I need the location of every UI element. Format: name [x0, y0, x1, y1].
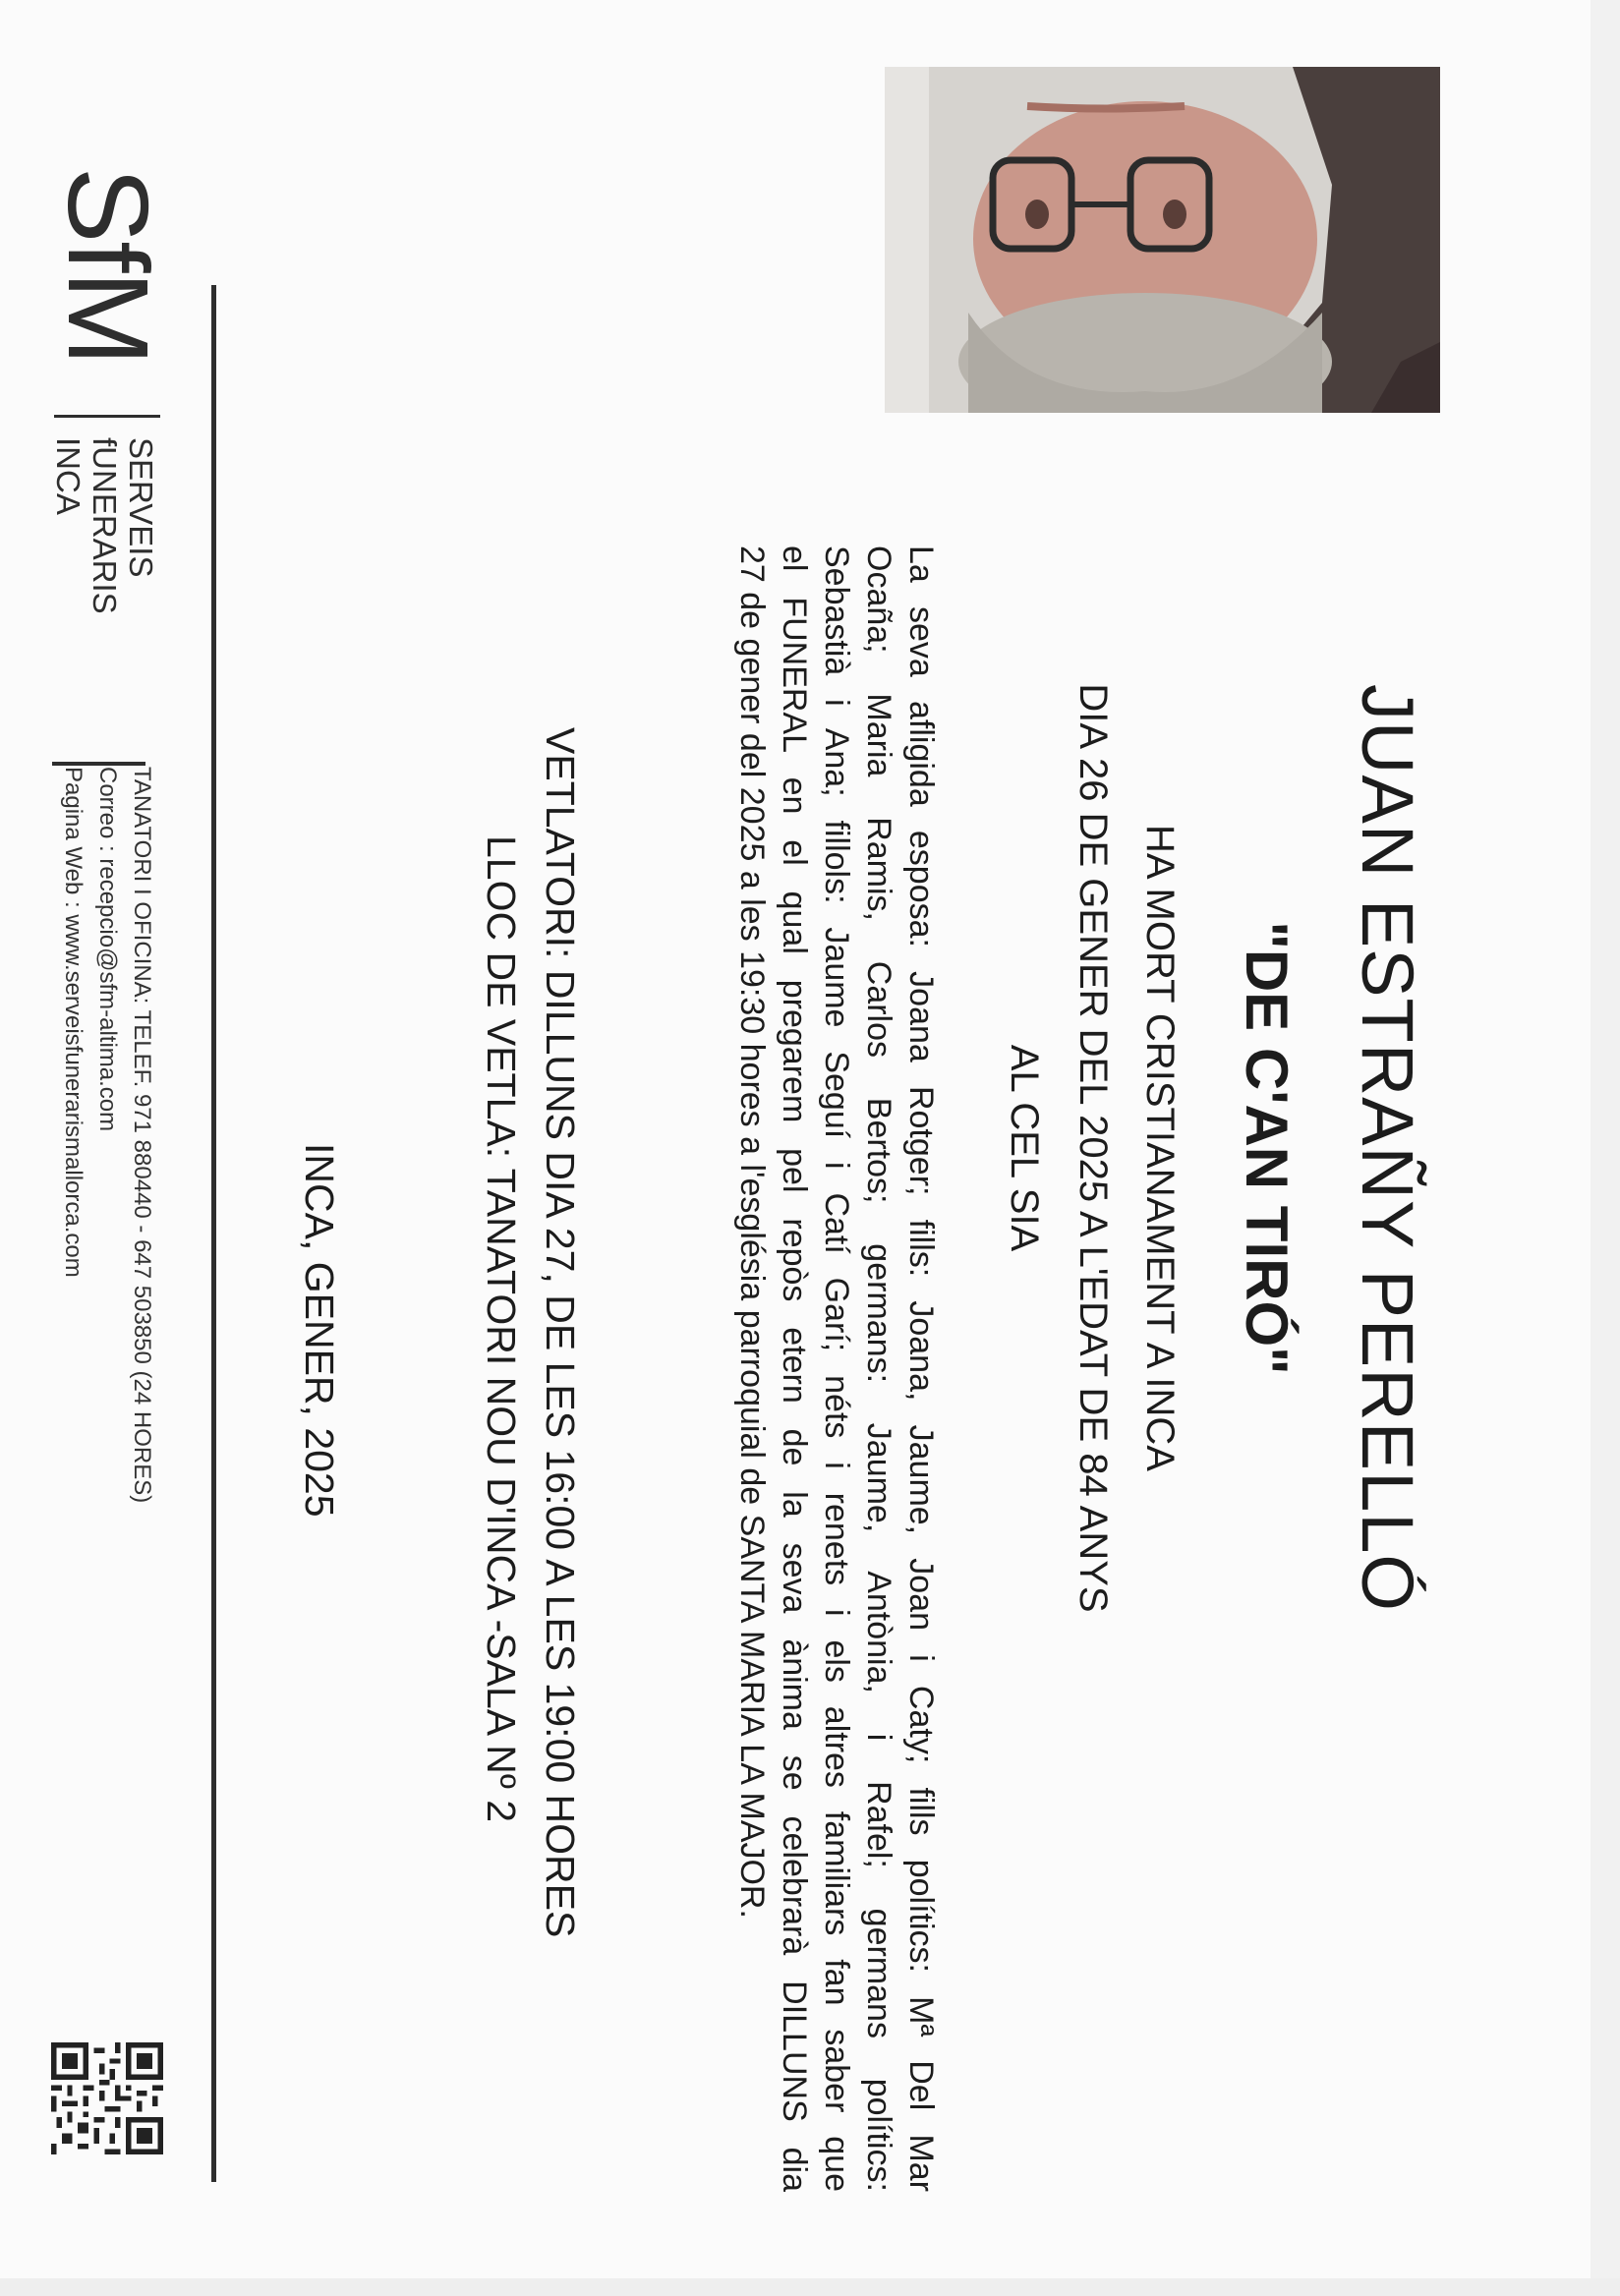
- family-funeral-paragraph: [730, 545, 942, 2192]
- sfm-logo: SfM: [44, 167, 172, 365]
- contact-divider: [52, 762, 145, 766]
- paragraph-line: el FUNERAL en el qual pregarem pel repòs etern de la seva ànima se celebrarà DILLUNS dia: [776, 545, 813, 2192]
- deceased-nickname: "DE C'AN TIRÓ": [1234, 921, 1300, 1375]
- place-date: INCA, GENER, 2025: [297, 1143, 342, 1518]
- contact-phone: TANATORI I OFICINA: TELEF. 971 880440 - 647 503850 (24 HORES): [129, 767, 155, 1504]
- brand-line: SERVEIS: [123, 437, 159, 578]
- vetlatori-schedule: VETLATORI: DILLUNS DIA 27, DE LES 16:00 A LES 19:00 HORES: [538, 727, 583, 1938]
- brand-line: INCA: [50, 437, 87, 515]
- brand-line: fUNERARIS: [87, 437, 123, 614]
- death-announcement: HA MORT CRISTIANAMENT A INCA: [1138, 825, 1182, 1471]
- qr-code-icon: [51, 2042, 163, 2154]
- contact-email: Correo : recepcio@sfm-altima.com: [94, 767, 121, 1132]
- vetla-location: LLOC DE VETLA: TANATORI NOU D'INCA -SALA Nº 2: [479, 835, 524, 1823]
- contact-info: [56, 767, 159, 1503]
- paragraph-line: 27 de gener del 2025 a les 19:30 hores a l'església parroquial de SANTA MARIA LA MAJOR.: [733, 545, 771, 1919]
- logo-divider: [54, 415, 160, 418]
- paragraph-line: La seva afligida esposa: Joana Rotger; fills: Joana, Jaume, Joan i Caty; fills polítics: Mª Del Mar: [902, 545, 940, 2192]
- deceased-name: JUAN ESTRAÑY PERELLÓ: [1347, 684, 1428, 1612]
- contact-website: Pagina Web : www.serveisfunerarismallorca.com: [60, 767, 87, 1278]
- brand-name: [50, 437, 159, 614]
- paragraph-line: Ocaña; Maria Ramis, Carlos Bertos; germans: Jaume, Antònia, i Rafel; germans polítics:: [860, 545, 897, 2192]
- paragraph-line: Sebastià i Ana; fillols: Jaume Seguí i Catí Garí; néts i renets i els altres familiars fan saber que: [818, 545, 855, 2192]
- footer-divider: [211, 285, 216, 2182]
- al-cel-sia: AL CEL SIA: [1003, 1044, 1046, 1252]
- qr-code-graphic: [51, 2042, 163, 2154]
- death-date-age: DIA 26 DE GENER DEL 2025 A L'EDAT DE 84 ANYS: [1071, 683, 1115, 1613]
